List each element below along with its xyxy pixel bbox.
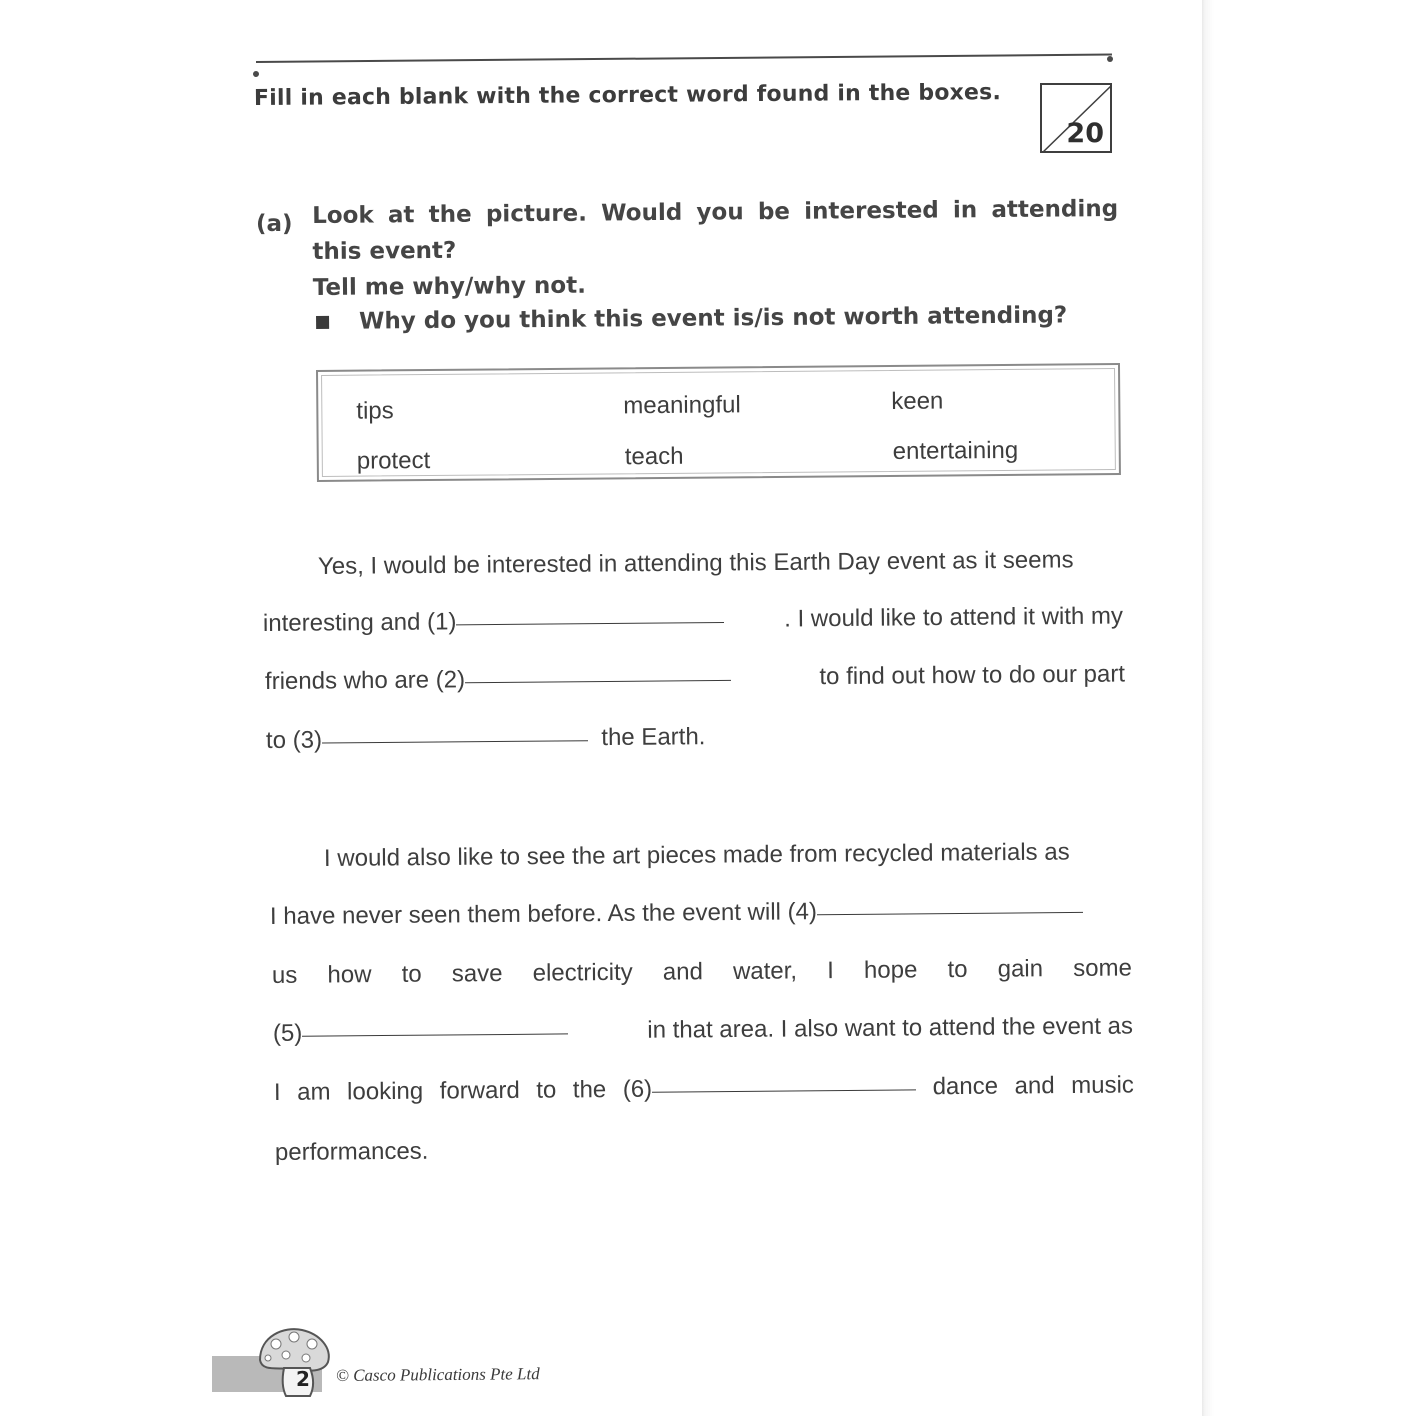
word: gain	[997, 955, 1044, 983]
blank-6[interactable]	[652, 1088, 916, 1092]
passage2-line2	[270, 896, 1083, 931]
word: to	[401, 960, 422, 988]
passage2-line3	[272, 954, 1132, 990]
question-label: (a)	[256, 211, 293, 237]
passage1-line2-text	[263, 606, 725, 638]
blank-4[interactable]	[817, 911, 1083, 915]
rule-dot-right	[1107, 56, 1113, 62]
question-text	[312, 191, 1119, 340]
word: music	[1071, 1071, 1134, 1100]
passage1-line3-after: to find out how to do our part	[819, 660, 1126, 691]
word: some	[1073, 954, 1132, 983]
word: electricity	[532, 958, 633, 987]
rule-dot-left	[253, 71, 259, 77]
page-edge	[1202, 0, 1416, 1416]
word: the	[572, 1076, 607, 1104]
blank-number-5: (5)	[272, 1019, 303, 1047]
word-box	[316, 363, 1121, 482]
word: and	[1014, 1072, 1055, 1100]
blank-number-6: (6)	[622, 1075, 653, 1103]
mushroom-icon	[254, 1322, 334, 1402]
passage1-line2	[263, 602, 1123, 638]
word: to	[536, 1076, 557, 1104]
passage1-line1: Yes, I would be interested in attending this Earth Day event as it seems	[317, 546, 1074, 580]
word-option: tips	[356, 397, 394, 425]
word: us	[271, 961, 298, 989]
blank-number-3: to (3)	[265, 726, 323, 754]
word: save	[451, 959, 503, 988]
passage1-line4-after: the Earth.	[601, 723, 706, 752]
blank-1[interactable]	[456, 621, 724, 625]
question-bullet: Why do you think this event is/is not worth attending?	[358, 302, 1068, 335]
blank-3[interactable]	[322, 739, 588, 743]
score-total: 20	[1066, 118, 1104, 149]
passage2-line5-blank	[623, 1073, 917, 1104]
word-option: protect	[356, 447, 431, 475]
copyright: © Casco Publications Pte Ltd	[335, 1364, 540, 1385]
passage1-line2-after: . I would like to attend it with my	[784, 602, 1124, 633]
passage2-line6: performances.	[274, 1137, 429, 1166]
page-number: 2	[296, 1367, 310, 1391]
passage2-line1: I would also like to see the art pieces made from recycled materials as	[323, 838, 1070, 872]
score-box	[1040, 83, 1112, 153]
word: looking	[346, 1077, 424, 1106]
passage2-line5	[274, 1071, 1134, 1107]
passage2-line4	[273, 1012, 1133, 1048]
word-option: keen	[891, 387, 944, 415]
word: I	[273, 1078, 281, 1106]
blank-number-2: friends who are (2)	[264, 666, 466, 695]
instruction: Fill in each blank with the correct word found in the boxes.	[253, 80, 1002, 111]
question-line1: Look at the picture. Would you be interested in attending this event?	[312, 195, 1119, 265]
word: dance	[932, 1072, 999, 1101]
blank-2[interactable]	[465, 679, 731, 683]
question-line2: Tell me why/why not.	[312, 272, 587, 301]
word: water,	[732, 957, 798, 985]
top-rule	[256, 54, 1112, 63]
word: I	[827, 957, 834, 985]
bullet-square-icon	[316, 315, 329, 328]
word-option: entertaining	[892, 436, 1019, 465]
passage2-line4-after: in that area. I also want to attend the event as	[647, 1012, 1134, 1044]
word: forward	[439, 1076, 520, 1105]
passage1-line4	[266, 723, 706, 755]
passage2-line4-text	[273, 1017, 569, 1048]
word-option: meaningful	[623, 391, 741, 420]
blank-number-4: I have never seen them before. As the event will (4)	[269, 898, 818, 930]
word: and	[662, 958, 703, 986]
blank-number-1: interesting and (1)	[262, 608, 457, 637]
word: how	[327, 961, 372, 989]
blank-5[interactable]	[302, 1032, 568, 1036]
question-bullet-row	[313, 297, 1119, 340]
word: am	[297, 1078, 331, 1106]
passage1-line3-text	[265, 664, 731, 696]
passage1-line3	[265, 660, 1125, 696]
word: hope	[863, 956, 918, 984]
word-option: teach	[624, 442, 684, 471]
word: to	[947, 955, 968, 984]
